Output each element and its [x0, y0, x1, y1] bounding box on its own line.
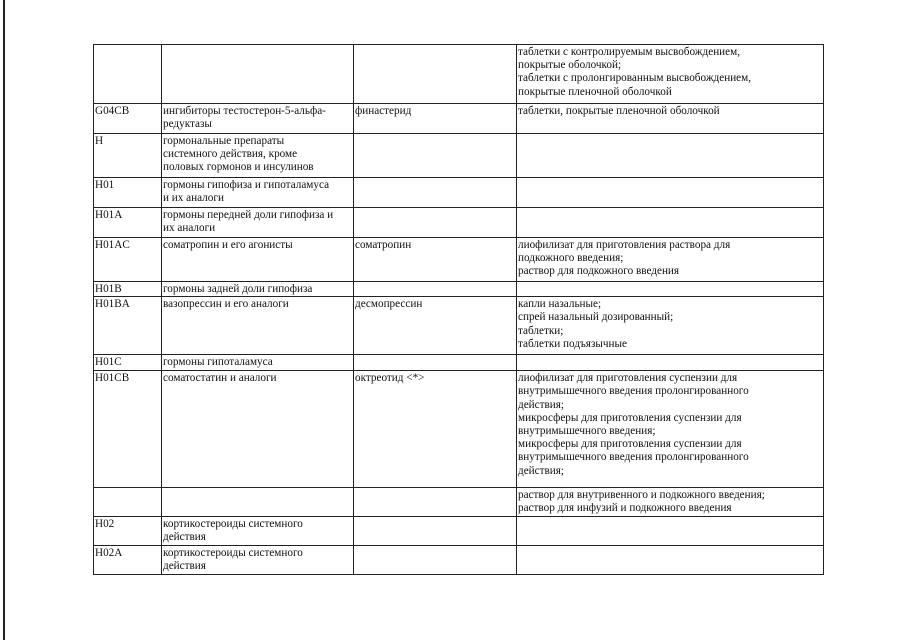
dosage-forms-cell	[517, 178, 824, 208]
dosage-forms-cell	[517, 134, 824, 178]
drug-name-cell	[354, 282, 517, 297]
dosage-forms-cell	[517, 371, 824, 488]
anatomical-group-cell	[162, 238, 354, 282]
atc-code-cell	[94, 104, 162, 134]
table-row	[94, 488, 824, 517]
dosage-form-line: внутримышечного введения;	[518, 425, 656, 438]
drug-name: октреотид <*>	[355, 372, 425, 385]
dosage-form-line: таблетки;	[518, 324, 564, 337]
table-row	[94, 371, 824, 488]
group-name-line: гормоны гипоталамуса	[163, 356, 273, 369]
group-name-line: редуктазы	[163, 118, 212, 131]
group-name-line: действия	[163, 531, 206, 544]
atc-code-cell	[94, 546, 162, 575]
dosage-form-line: покрытые пленочной оболочкой	[518, 85, 672, 98]
dosage-forms-cell	[517, 546, 824, 575]
drug-name-cell	[354, 546, 517, 575]
dosage-form-line: таблетки, покрытые пленочной оболочкой	[518, 105, 720, 117]
group-name-line: кортикостероиды системного	[163, 518, 303, 531]
drug-name-cell	[354, 488, 517, 517]
dosage-form-line: спрей назальный дозированный;	[518, 311, 674, 324]
group-name-line: гормоны передней доли гипофиза и	[163, 209, 334, 221]
dosage-form-line: действия;	[518, 398, 565, 411]
group-name-line: кортикостероиды системного	[163, 547, 303, 560]
anatomical-group-cell	[162, 355, 354, 371]
atc-code-cell	[94, 488, 162, 517]
table-body	[94, 45, 824, 575]
group-name-line: системного действия, кроме	[163, 148, 298, 161]
table-row	[94, 517, 824, 546]
atc-code-cell	[94, 134, 162, 178]
atc-code-cell	[94, 297, 162, 355]
dosage-form-line: внутримышечного введения пролонгированного	[518, 385, 749, 398]
group-name-line: гормональные препараты	[163, 135, 285, 147]
anatomical-group-cell	[162, 178, 354, 208]
anatomical-group-cell	[162, 517, 354, 546]
dosage-form-line: микросферы для приготовления суспензии для	[518, 438, 742, 451]
atc-code: H01A	[95, 209, 123, 221]
table-row	[94, 238, 824, 282]
drug-name: десмопрессин	[355, 298, 423, 311]
dosage-form-line: таблетки подъязычные	[518, 337, 627, 350]
dosage-form-line: раствор для подкожного введения	[518, 265, 680, 278]
table-row	[94, 134, 824, 178]
dosage-form-line: раствор для инфузий и подкожного введения	[518, 502, 732, 515]
atc-code: H01BA	[95, 298, 130, 311]
dosage-form-line: раствор для внутривенного и подкожного введения;	[518, 489, 765, 502]
dosage-form-line: таблетки с контролируемым высвобождением,	[518, 46, 741, 58]
anatomical-group-cell	[162, 546, 354, 575]
group-name-line: их аналоги	[163, 222, 216, 235]
dosage-forms-cell	[517, 297, 824, 355]
drug-name-cell	[354, 208, 517, 238]
dosage-forms-cell	[517, 104, 824, 134]
table-row	[94, 297, 824, 355]
atc-code: G04CB	[95, 105, 130, 117]
drug-name-cell	[354, 371, 517, 488]
atc-code-cell	[94, 238, 162, 282]
group-name-line: и их аналоги	[163, 192, 224, 205]
atc-code-cell	[94, 517, 162, 546]
drug-name-cell	[354, 104, 517, 134]
anatomical-group-cell	[162, 282, 354, 297]
dosage-form-line: лиофилизат для приготовления суспензии для	[518, 372, 738, 385]
dosage-forms-cell	[517, 355, 824, 371]
drug-name-cell	[354, 355, 517, 371]
dosage-forms-cell	[517, 45, 824, 104]
atc-code: H01B	[95, 283, 122, 295]
drug-classification-table	[93, 44, 824, 575]
group-name-line: соматостатин и аналоги	[163, 372, 277, 385]
group-name-line: гормоны гипофиза и гипоталамуса	[163, 179, 330, 191]
group-name-line: ингибиторы тестостерон-5-альфа-	[163, 105, 326, 117]
dosage-form-line: лиофилизат для приготовления раствора для	[518, 239, 731, 251]
anatomical-group-cell	[162, 371, 354, 488]
drug-name-cell	[354, 134, 517, 178]
drug-name-cell	[354, 517, 517, 546]
page-edge-rule	[3, 0, 5, 640]
dosage-forms-cell	[517, 517, 824, 546]
drug-name-cell	[354, 297, 517, 355]
atc-code: H	[95, 135, 104, 147]
table-row	[94, 355, 824, 371]
dosage-form-line: таблетки с пролонгированным высвобождением,	[518, 72, 752, 85]
atc-code: H02A	[95, 547, 123, 560]
group-name-line: вазопрессин и его аналоги	[163, 298, 289, 311]
dosage-form-line: подкожного введения;	[518, 252, 624, 265]
atc-code: H01CB	[95, 372, 130, 385]
dosage-form-line: действия;	[518, 464, 565, 477]
atc-code: H02	[95, 518, 115, 531]
atc-code-cell	[94, 45, 162, 104]
anatomical-group-cell	[162, 297, 354, 355]
group-name-line: половых гормонов и инсулинов	[163, 161, 314, 174]
atc-code: H01AC	[95, 239, 130, 251]
table-row	[94, 208, 824, 238]
atc-code: H01	[95, 179, 115, 191]
drug-name-cell	[354, 178, 517, 208]
dosage-form-line: покрытые оболочкой;	[518, 59, 622, 72]
table-row	[94, 546, 824, 575]
atc-code-cell	[94, 282, 162, 297]
table-row	[94, 282, 824, 297]
drug-name: соматропин	[355, 239, 412, 251]
dosage-form-line: внутримышечного введения пролонгированного	[518, 451, 749, 464]
anatomical-group-cell	[162, 45, 354, 104]
atc-code: H01C	[95, 356, 122, 369]
table-row	[94, 178, 824, 208]
dosage-forms-cell	[517, 488, 824, 517]
dosage-forms-cell	[517, 208, 824, 238]
dosage-form-line: микросферы для приготовления суспензии для	[518, 411, 742, 424]
group-name-line: соматропин и его агонисты	[163, 239, 293, 251]
dosage-form-line: капли назальные;	[518, 298, 602, 311]
drug-name-cell	[354, 238, 517, 282]
drug-name-cell	[354, 45, 517, 104]
atc-code-cell	[94, 178, 162, 208]
atc-code-cell	[94, 208, 162, 238]
anatomical-group-cell	[162, 488, 354, 517]
group-name-line: действия	[163, 560, 206, 573]
atc-code-cell	[94, 371, 162, 488]
atc-code-cell	[94, 355, 162, 371]
dosage-forms-cell	[517, 282, 824, 297]
dosage-forms-cell	[517, 238, 824, 282]
table-row	[94, 104, 824, 134]
table-row	[94, 45, 824, 104]
anatomical-group-cell	[162, 104, 354, 134]
drug-name: финастерид	[355, 105, 412, 117]
anatomical-group-cell	[162, 208, 354, 238]
anatomical-group-cell	[162, 134, 354, 178]
group-name-line: гормоны задней доли гипофиза	[163, 283, 313, 295]
